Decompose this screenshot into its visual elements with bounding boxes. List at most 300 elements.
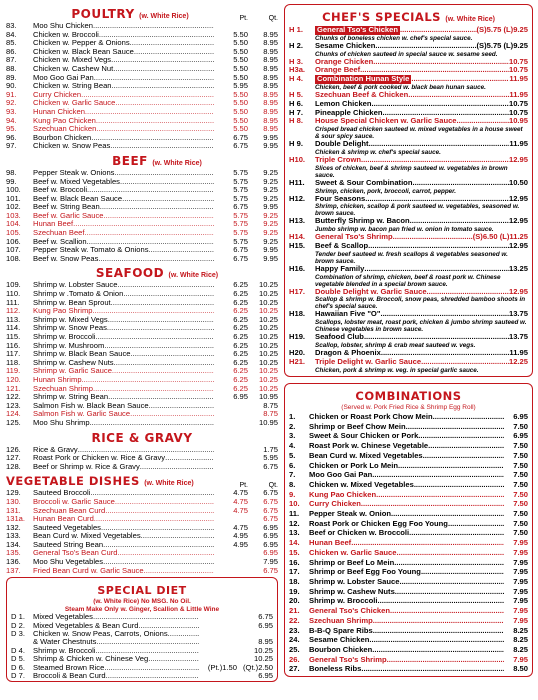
item-name: Curry Chicken [33, 89, 82, 99]
poultry-header [6, 6, 278, 22]
price-quart: 10.25 [258, 366, 278, 376]
price-quart: 10.95 [258, 392, 278, 402]
item-number: H 8. [289, 116, 303, 126]
item-name: Szechuan Shrimp [33, 383, 93, 393]
item-price: 7.50 [513, 441, 528, 451]
item-name: Beef w. String Bean [33, 202, 100, 212]
item-number: 13. [289, 528, 300, 538]
price-pint: 6.25 [233, 280, 248, 290]
price-pint: 6.75 [233, 245, 248, 255]
leader-dots [104, 664, 199, 672]
leader-dots [399, 577, 504, 587]
leader-dots [106, 672, 199, 680]
combo-item [289, 431, 528, 441]
item-name: Dragon & Phoenix [315, 347, 381, 357]
leader-dots [115, 99, 214, 108]
price-quart: 6.95 [258, 620, 273, 630]
item-number: 132. [6, 522, 21, 532]
item-name: Sesame Chicken [315, 40, 376, 50]
item-number: 22. [289, 615, 300, 625]
price-pint: 6.75 [233, 141, 248, 151]
price-quart: 10.25 [258, 340, 278, 350]
item-price: 13.75 [508, 332, 528, 342]
price-quart: 6.75 [263, 461, 278, 471]
diet-list [11, 613, 273, 680]
combo-item [289, 645, 528, 655]
item-name: General Tso's Bean Curd [33, 548, 118, 558]
price-quart: 6.75 [263, 565, 278, 575]
item-number: 96. [6, 132, 17, 142]
item-number: 14. [289, 538, 300, 548]
price-quart: 10.95 [258, 417, 278, 427]
item-number: 121. [6, 383, 21, 393]
chef-item [289, 42, 528, 51]
price-pint: 4.75 [233, 488, 248, 498]
price-pint: 5.95 [233, 81, 248, 91]
item-price: 7.50 [513, 479, 528, 489]
chef-item [289, 75, 528, 84]
item-number: 105. [6, 228, 21, 238]
item-price: 7.50 [513, 421, 528, 431]
leader-dots [398, 461, 504, 471]
item-price: 7.95 [513, 557, 528, 567]
item-name: Moo Shu Chicken [33, 21, 93, 30]
leader-dots [98, 255, 214, 264]
leader-dots [165, 454, 214, 463]
item-name: Sauteed Broccoli [33, 488, 91, 498]
leader-dots [117, 281, 214, 290]
item-name: Shrimp w .Tomato & Onion [33, 289, 124, 299]
item-name: Pineapple Chicken [315, 107, 383, 117]
item-name: Broccoli & Bean Curd [33, 670, 106, 680]
item-name: Broccoli w. Garlic Sauce [33, 496, 115, 506]
leader-dots [115, 498, 214, 507]
diet-line2: Steam Make Only w. Ginger, Scallion & Little Wine [64, 605, 220, 613]
price-quart: 6.75 [263, 496, 278, 506]
qt-label: Qt. [268, 15, 278, 22]
item-number: 116. [6, 340, 21, 350]
price-quart: 8.95 [263, 81, 278, 91]
item-price: 8.25 [513, 635, 528, 645]
item-name: B-B-Q Spare Ribs [309, 625, 373, 635]
leader-dots [372, 470, 504, 480]
seafood-sub: (w. White Rice) [168, 272, 219, 280]
item-name: General Tso's Shrimp [309, 654, 387, 664]
combo-line1: (Served w. Pork Fried Rice & Shrimp Egg Roll) [341, 403, 476, 411]
leader-dots [400, 26, 476, 35]
item-description: Slices of chicken, beef & shrimp sauteed w. vegetables in brown sauce. [315, 164, 508, 179]
item-price: 7.50 [513, 470, 528, 480]
chef-item [289, 242, 528, 251]
price-quart: 9.25 [263, 228, 278, 238]
item-name: Bean Curd w. Mixed Vegetables [33, 531, 141, 541]
item-name: Boneless Ribs [309, 664, 362, 674]
item-name: Chicken w. String Bean [33, 81, 112, 91]
price-quart: 9.95 [263, 141, 278, 151]
leader-dots [103, 541, 214, 550]
price-quart: 6.75 [258, 612, 273, 622]
item-number: D 1. [11, 612, 25, 622]
item-number: 100. [6, 185, 21, 195]
price-pint: 5.50 [233, 72, 248, 82]
item-number: H11. [289, 177, 305, 187]
item-number: 103. [6, 210, 21, 220]
leader-dots [140, 463, 214, 472]
chef-item [289, 179, 528, 188]
chef-item [289, 288, 528, 297]
item-number: H14. [289, 232, 306, 242]
item-price: 8.25 [513, 625, 528, 635]
item-number: H 5. [289, 89, 303, 99]
leader-dots [418, 431, 504, 441]
item-name: Bourbon Chicken [33, 132, 92, 142]
leader-dots [411, 75, 509, 84]
item-price: 7.95 [513, 538, 528, 548]
item-number: H 4. [289, 74, 303, 84]
item-name: Shrimp & Chicken w. Chinese Veg [33, 654, 149, 664]
price-quart: 6.95 [263, 531, 278, 541]
item-number: 97. [6, 141, 17, 151]
price-quart: 8.95 [263, 72, 278, 82]
item-price: 13.25 [508, 263, 528, 273]
leader-dots [149, 246, 214, 255]
leader-dots [372, 645, 504, 655]
price-quart: 6.95 [263, 548, 278, 558]
item-name: Chicken w. Cashew Nut [33, 63, 114, 73]
combo-item [289, 461, 528, 471]
item-name: Chicken or Roast Pork Chow Mein [309, 412, 433, 422]
diet-title: SPECIAL DIET [97, 584, 187, 598]
combo-item [289, 519, 528, 529]
price-quart: 10.25 [253, 645, 273, 655]
item-price: 8.25 [513, 644, 528, 654]
item-number: D 6. [11, 662, 25, 672]
leader-dots [96, 638, 199, 646]
combo-item [289, 538, 528, 548]
item-number: H13. [289, 216, 306, 226]
item-price: 7.95 [513, 586, 528, 596]
item-name: Shrimp w. String Bean [33, 392, 109, 402]
price-quart: 8.75 [263, 409, 278, 419]
leader-dots [85, 229, 214, 238]
leader-dots [394, 558, 504, 568]
menu-item [6, 142, 278, 151]
leader-dots [376, 490, 504, 500]
item-price: 10.95 [508, 116, 528, 126]
item-number: 133. [6, 531, 21, 541]
price-quart: 8.95 [263, 98, 278, 108]
item-name: Chicken w. Broccoli [33, 29, 99, 39]
item-name: Double Delight [315, 139, 369, 149]
price-quart: 9.25 [263, 167, 278, 177]
item-name: Salmon Fish w. Black Bean Sauce [33, 400, 149, 410]
diet-header [11, 582, 273, 598]
price-quart: 8.95 [263, 46, 278, 56]
price-pint: 5.50 [233, 63, 248, 73]
item-name: Orange Beef [315, 65, 361, 75]
item-name: Moo Goo Gai Pan [33, 72, 94, 82]
item-number: H15. [289, 240, 306, 250]
item-name: Butterfly Shrimp w. Bacon [315, 216, 410, 226]
item-price: 7.95 [513, 615, 528, 625]
combo-item [289, 567, 528, 577]
item-number: 110. [6, 289, 21, 299]
item-number: 119. [6, 366, 21, 376]
veg-list [6, 489, 278, 575]
item-description: Scallop & shrimp w. Broccoli, snow peas, shredded bamboo shoots in chef's special sauce. [315, 296, 526, 311]
leader-dots [378, 596, 505, 606]
price-quart: 8.95 [263, 29, 278, 39]
price-pint: 5.50 [233, 115, 248, 125]
price-quart: 8.95 [263, 89, 278, 99]
leader-dots [433, 412, 504, 422]
item-number: 130. [6, 496, 21, 506]
item-name: Shrimp w. Garlic Sauce [33, 366, 112, 376]
item-number: 90. [6, 81, 17, 91]
item-name: General Tso's Chicken [309, 606, 391, 616]
leader-dots [148, 655, 199, 663]
item-description: Chicken, pork & shrimp w. veg. in special garlic sauce. [315, 366, 479, 374]
combo-item [289, 606, 528, 616]
item-name: Hunan Beef [309, 538, 352, 548]
item-price: 7.50 [513, 518, 528, 528]
item-name: Sesame Chicken [309, 635, 370, 645]
item-number: 6. [289, 460, 296, 470]
item-name: Roast Pork or Chicken Egg Foo Young [309, 518, 448, 528]
combo-item [289, 587, 528, 597]
item-number: 127. [6, 453, 21, 463]
price-pint: 5.75 [233, 219, 248, 229]
leader-dots [428, 441, 504, 451]
item-description: Chunks of boneless chicken w. chef's special sauce. [315, 34, 473, 42]
item-description: Chicken, beef & pork cooked w. black bean hunan sauce. [315, 83, 486, 91]
item-name: Shrimp or Beef Lo Mein [309, 557, 395, 567]
item-name: Szechuan Beef [33, 228, 85, 238]
price-pint: 6.25 [233, 340, 248, 350]
item-description: Chicken & shrimp w. chef's special sauce. [315, 148, 441, 156]
leader-dots [94, 74, 214, 83]
price-quart: 10.25 [258, 383, 278, 393]
combo-item [289, 548, 528, 558]
item-description: Shrimp, chicken, pork, broccoli, carrot, pepper. [315, 187, 457, 195]
item-name: Szechuan Shrimp [309, 615, 373, 625]
item-number: 23. [289, 625, 300, 635]
price-quart: 10.25 [258, 289, 278, 299]
price-quart: 6.75 [263, 505, 278, 515]
beef-title: BEEF [112, 153, 148, 168]
leader-dots [397, 548, 504, 558]
price-quart: 1.75 [263, 444, 278, 454]
price-quart: 10.25 [258, 280, 278, 290]
item-description: Scallops, lobster meat, roast pork, chicken & jumbo shrimp sauteed w. Chinese vegetables in brown sauce. [315, 319, 527, 334]
item-price: 7.50 [513, 460, 528, 470]
combo-title: COMBINATIONS [355, 388, 462, 403]
item-name: Sauteed Vegetables [33, 522, 101, 532]
price-pint: 5.75 [233, 185, 248, 195]
chef-specials-box [284, 4, 533, 377]
item-number: D 4. [11, 645, 25, 655]
item-number: 135. [6, 548, 21, 558]
item-name: Beef & Scallop [315, 240, 369, 250]
item-number: 122. [6, 392, 21, 402]
item-price: 12.95 [508, 154, 528, 164]
item-number: 27. [289, 664, 300, 674]
poultry-sub: (w. White Rice) [139, 13, 189, 20]
leader-dots [130, 410, 214, 419]
price-quart: 7.95 [263, 557, 278, 567]
item-price: 7.50 [513, 528, 528, 538]
item-price: 10.75 [508, 98, 528, 108]
item-number: 88. [6, 63, 17, 73]
leader-dots [380, 310, 509, 319]
price-pint: 4.75 [233, 496, 248, 506]
leader-dots [351, 538, 504, 548]
item-name: Kung Pao Shrimp [33, 306, 93, 316]
combinations-box [284, 383, 533, 677]
item-name: House Special Chicken w. Garlic Sauce [315, 116, 457, 126]
leader-dots [409, 528, 504, 538]
item-number: 131. [6, 505, 21, 515]
chef-item [289, 26, 528, 35]
item-price: 7.95 [513, 567, 528, 577]
price-pint: 6.75 [233, 202, 248, 212]
item-number: H12. [289, 193, 306, 203]
price-pint: 6.25 [233, 349, 248, 359]
leader-dots [457, 117, 509, 126]
price-quart: 8.95 [263, 55, 278, 65]
price-quart: 6.75 [263, 488, 278, 498]
item-number: D 3. [11, 629, 25, 639]
leader-dots [93, 385, 214, 394]
price-quart: 9.25 [263, 236, 278, 246]
item-number: 102. [6, 202, 21, 212]
leader-dots [130, 39, 214, 48]
item-name: Chicken w. Pepper & Onions [33, 38, 130, 48]
item-name: Beef or Chicken w. Broccoli [309, 528, 410, 538]
item-number: 93. [6, 106, 17, 116]
price-pint: 4.95 [233, 531, 248, 541]
item-name: Shrimp w. Snow Peas [33, 323, 107, 333]
item-number: 4. [289, 441, 296, 451]
item-number: 111. [6, 297, 20, 307]
leader-dots [90, 419, 214, 428]
item-name: Beef w. Garlic Sauce [33, 210, 104, 220]
leader-dots [85, 108, 214, 117]
item-name: Szechuan Chicken [33, 124, 97, 134]
combo-item [289, 422, 528, 432]
item-name: Pepper Steak w. Tomato & Onions [33, 245, 149, 255]
leader-dots [141, 532, 214, 541]
item-name: Salmon Fish w. Garlic Sauce [33, 409, 131, 419]
seafood-list [6, 281, 278, 427]
item-number: 108. [6, 253, 21, 263]
leader-dots [95, 333, 214, 342]
item-description: Crisped bread chicken sauteed w. mixed vegetables in a house sweet & sour spicy sauce. [315, 126, 523, 141]
veg-qt-label: Qt. [268, 482, 278, 490]
item-price: 12.25 [508, 356, 528, 366]
pt-label: Pt. [239, 15, 248, 22]
price-pint: 6.25 [233, 357, 248, 367]
item-number: 91. [6, 89, 17, 99]
leader-dots [111, 56, 214, 65]
item-name: Shrimp w. Mixed Vegs [33, 314, 108, 324]
menu-item [6, 567, 278, 576]
price-pint: 5.50 [233, 89, 248, 99]
combo-item [289, 509, 528, 519]
item-number: 24. [289, 635, 300, 645]
item-number: 115. [6, 332, 21, 341]
item-number: H 7. [289, 107, 303, 117]
item-number: 1. [289, 412, 296, 422]
price-quart: 8.95 [263, 106, 278, 116]
chef-list [289, 26, 528, 374]
chef-item [289, 310, 528, 319]
price-pint: 6.25 [233, 374, 248, 384]
item-name: Triple Delight w. Garlic Sauce [315, 356, 422, 366]
item-name: Shrimp w. Cashew Nuts [309, 586, 395, 596]
item-name: Rice & Gravy [33, 444, 78, 454]
leader-dots [104, 212, 215, 221]
menu-item [6, 419, 278, 428]
item-number: H 9. [289, 139, 303, 149]
item-price: 7.50 [513, 450, 528, 460]
item-name: Hunan Shrimp [33, 374, 82, 384]
item-name: Triple Crown [315, 154, 361, 164]
item-name: Double Delight w. Garlic Sauce [315, 286, 427, 296]
leader-dots [108, 316, 214, 325]
item-name: Seafood Club [315, 332, 364, 342]
leader-dots [364, 333, 509, 342]
item-number: H19. [289, 332, 306, 342]
item-price: (S)6.50 (L)11.25 [472, 232, 528, 242]
item-description: Tender beef sauteed w. fresh scallops & vegetables seasoned w. brown sauce. [315, 250, 508, 265]
leader-dots [365, 195, 509, 204]
leader-dots [412, 179, 509, 188]
menu-item [6, 463, 278, 472]
item-name: Beef w. Scallion [33, 236, 87, 246]
item-name: Moo Shu Vegetables [33, 557, 104, 567]
price-quart: 8.95 [258, 637, 273, 647]
item-number: 11. [289, 509, 300, 519]
price-quart: 10.25 [253, 654, 273, 664]
item-name: Chicken w. Mixed Vegetables [309, 479, 414, 489]
item-description: Jumbo shrimp w. bacon pan fried w. onion in tomato sauce. [315, 226, 494, 234]
item-price: 7.50 [513, 509, 528, 519]
item-name: Chicken w. Garlic Sauce [33, 98, 116, 108]
leader-dots [448, 519, 504, 529]
item-name: Fried Bean Curd w. Garlic Sauce [33, 565, 144, 575]
veg-header [6, 473, 278, 489]
seafood-title: SEAFOOD [95, 266, 165, 281]
item-price: 11.95 [509, 89, 528, 99]
leader-dots [408, 91, 509, 100]
item-name: Kung Pao Chicken [33, 115, 96, 125]
item-name: General Tso's Chicken [317, 25, 399, 34]
price-pint: 4.75 [233, 505, 248, 515]
item-price: 13.75 [508, 309, 528, 319]
item-name: & Water Chestnuts [33, 637, 97, 647]
item-name: Hunan Beef [33, 219, 74, 229]
item-number: 83. [6, 21, 17, 30]
item-number: H21. [289, 356, 306, 366]
item-name: Chicken w. Black Bean Sauce [33, 46, 134, 56]
item-number: 123. [6, 400, 21, 410]
item-name: Curry Chicken [309, 499, 361, 509]
combo-header [289, 388, 528, 404]
item-price: 7.95 [513, 654, 528, 664]
chef-header [289, 9, 528, 25]
item-number: 107. [6, 245, 21, 255]
